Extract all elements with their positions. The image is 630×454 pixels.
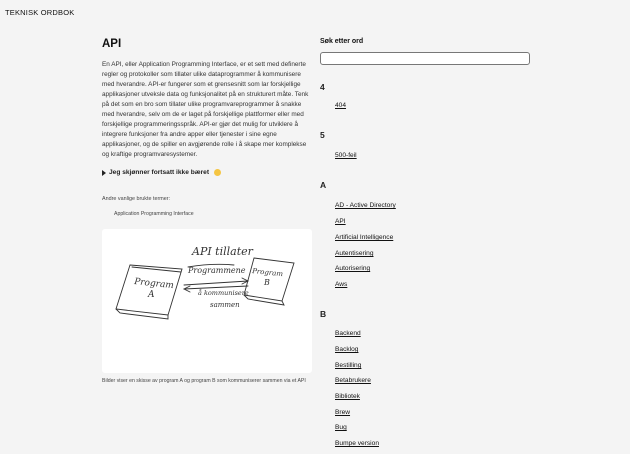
word-link-500-feil[interactable]: 500-feil [335, 152, 357, 159]
details-summary: Jeg skjønner fortsatt ikke bæret [109, 169, 210, 176]
word-link-bestilling[interactable]: Bestilling [335, 362, 362, 369]
word-link-ad[interactable]: AD - Active Directory [335, 202, 396, 209]
term-item: Application Programming Interface [114, 211, 194, 217]
article-body: En API, eller Application Programming Interface, er et sett med definerte regler og protokoller som tillater ulike dataprogrammer å kommunisere med hverandre. API-er fungerer som et grensesnitt som lar forskjellige applikasjoner utveksle data og funksjonalitet på en strukturert måte. Tenk på det som en bro som tillater ulike programvareprogrammer å snakke med hverandre, selv om de er laget på forskjellige plattformer eller med forskjellige programmeringsspråk. API-er gjør det mulig for utviklere å integrere funksjoner fra andre apper eller tjenester i sine egne applikasjoner, og de spiller en avgjørende rolle i å skape mer komplekse og kraftige programvaresystemer. [102, 61, 309, 158]
site-title[interactable]: TEKNISK ORDBOK [5, 8, 75, 17]
word-link-404[interactable]: 404 [335, 102, 347, 109]
word-link-betabrukere[interactable]: Betabrukere [335, 377, 371, 384]
article-title: API [102, 38, 122, 50]
sketch-line3: å kommunisere [198, 289, 249, 297]
sketch-line4: sammen [210, 301, 240, 309]
letter-heading-a: A [320, 180, 327, 190]
sidebar [320, 38, 532, 447]
word-link-backend[interactable]: Backend [335, 330, 361, 337]
word-link-autentisering[interactable]: Autentisering [335, 250, 374, 257]
sketch-program-b: Program [251, 267, 284, 279]
search-label: Søk etter ord [320, 38, 364, 45]
letter-heading-b: B [320, 309, 327, 319]
word-link-backlog[interactable]: Backlog [335, 346, 359, 353]
word-link-aws[interactable]: Aws [335, 281, 348, 288]
letter-heading-4: 4 [320, 82, 325, 92]
details-toggle[interactable] [102, 169, 314, 176]
sketch-drawing [102, 229, 312, 373]
word-link-bug[interactable]: Bug [335, 424, 347, 431]
sketch-program-a: Program [133, 277, 175, 292]
sketch-program-b-letter: B [264, 278, 270, 287]
disclosure-triangle-icon [102, 170, 106, 176]
sketch-caption: Bilder viser en skisse av program A og program B som kommuniserer sammen via et API [102, 378, 306, 384]
word-link-brew[interactable]: Brew [335, 409, 351, 416]
sketch-line2: Programmene [188, 266, 246, 275]
smiley-emoji-icon [214, 169, 221, 176]
word-link-bibliotek[interactable]: Bibliotek [335, 393, 360, 400]
letter-heading-5: 5 [320, 130, 325, 140]
terms-label: Andre vanlige brukte termer: [102, 196, 171, 202]
word-link-autorisering[interactable]: Autorisering [335, 265, 371, 272]
sketch-program-a-letter: A [148, 290, 155, 300]
sketch-line1: API tillater [192, 245, 253, 258]
article [102, 38, 314, 385]
search-input[interactable] [320, 52, 530, 65]
api-sketch-image [102, 229, 312, 373]
word-link-api[interactable]: API [335, 218, 346, 225]
word-link-bumpe-version[interactable]: Bumpe version [335, 440, 379, 447]
word-link-artificial-intelligence[interactable]: Artificial Intelligence [335, 234, 394, 241]
